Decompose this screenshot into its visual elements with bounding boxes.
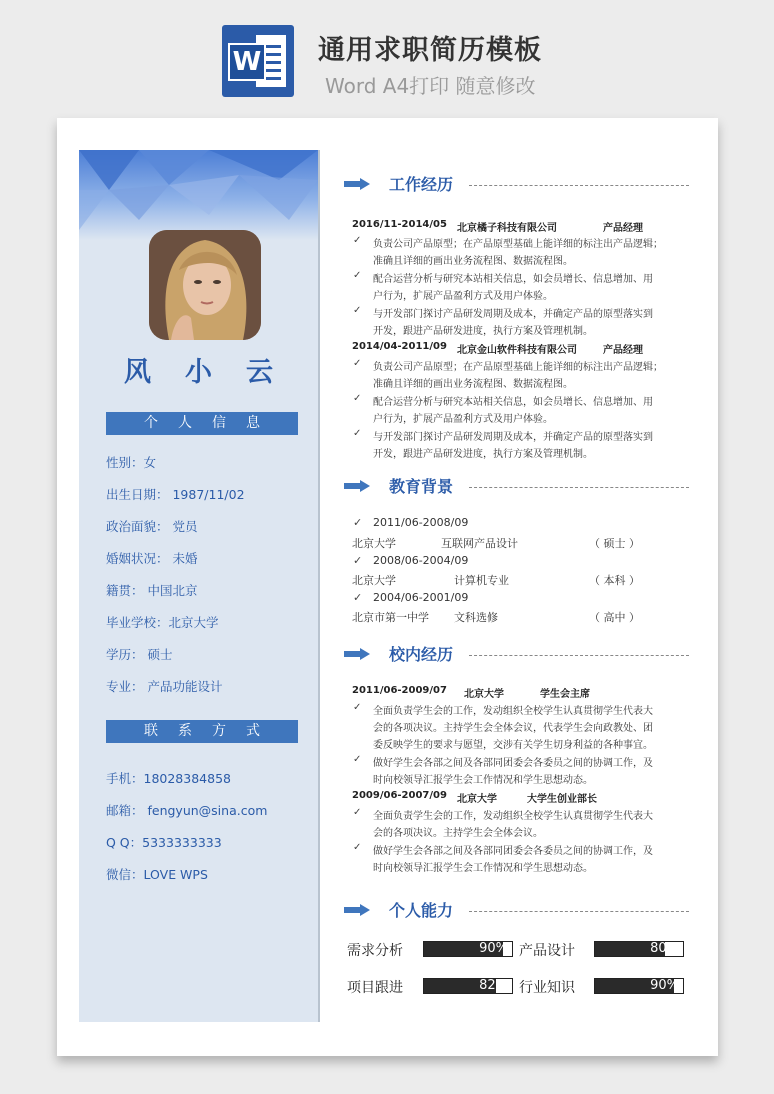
job-role: 产品经理: [603, 345, 643, 356]
skill-bar: [594, 978, 684, 994]
skill-label: 项目跟进: [347, 980, 403, 996]
campus-duty-line: 做好学生会各部之间及各部同团委会各委员之间的协调工作，及: [373, 758, 653, 769]
check-icon: ✓: [353, 516, 363, 529]
edu-period: 2004/06-2001/09: [373, 591, 469, 604]
edu-school: 北京市第一中学: [352, 611, 429, 624]
edu-school: 北京大学: [352, 574, 396, 587]
arrow-right-icon: [344, 178, 370, 190]
info-hometown: 籍贯： 中国北京: [106, 583, 198, 598]
skill-percent: 90%: [650, 978, 679, 993]
skill-bar: [594, 941, 684, 957]
job-duty-line: 与开发部门探讨产品研发周期及成本，并确定产品的原型落实到: [373, 309, 653, 320]
job-duty-line: 准确且详细的画出业务流程图、数据流程图。: [373, 379, 573, 390]
edu-major: 文科选修: [454, 611, 498, 624]
campus-duty-line: 时向校领导汇报学生会工作情况和学生思想动态。: [373, 863, 593, 874]
job-duty-line: 负责公司产品原型；在产品原型基础上能详细的标注出产品逻辑；: [373, 239, 663, 250]
campus-duty-line: 会的各项决议。主持学生会全体会议，代表学生会向政教处、团: [373, 723, 653, 734]
check-icon: ✓: [353, 842, 362, 853]
campus-duty-line: 全面负责学生会的工作，发动组织全校学生认真贯彻学生代表大: [373, 706, 653, 717]
work-section-header: [344, 172, 689, 196]
check-icon: ✓: [353, 270, 362, 281]
job-duty-line: 户行为，扩展产品盈利方式及用户体验。: [373, 414, 553, 425]
info-marital: 婚姻状况： 未婚: [106, 551, 198, 566]
skill-label: 产品设计: [519, 943, 575, 959]
campus-section-header: [344, 642, 689, 666]
education-section-header: [344, 474, 689, 498]
campus-period: 2011/06-2009/07: [352, 685, 447, 696]
edu-degree: （ 硕士 ）: [589, 537, 640, 550]
column-divider: [318, 150, 320, 1022]
banner: [0, 0, 774, 110]
job-duty-line: 开发，跟进产品研发进度，执行方案及管理机制。: [373, 449, 593, 460]
campus-role: 学生会主席: [540, 689, 590, 700]
skill-label: 需求分析: [347, 943, 403, 959]
campus-duty-line: 做好学生会各部之间及各部同团委会各委员之间的协调工作，及: [373, 846, 653, 857]
contact-heading: 联系方式: [106, 720, 298, 743]
edu-school: 北京大学: [352, 537, 396, 550]
edu-major: 互联网产品设计: [441, 537, 518, 550]
info-political: 政治面貌： 党员: [106, 519, 198, 534]
check-icon: ✓: [353, 702, 362, 713]
info-degree: 学历： 硕士: [106, 647, 173, 662]
personal-info-heading: 个人信息: [106, 412, 298, 435]
info-gender: 性别：女: [106, 455, 157, 470]
section-divider: [469, 911, 689, 912]
profile-photo: [149, 230, 261, 340]
info-major: 专业： 产品功能设计: [106, 679, 223, 694]
campus-org: 北京大学: [464, 689, 504, 700]
edu-major: 计算机专业: [454, 574, 509, 587]
section-divider: [469, 655, 689, 656]
job-duty-line: 与开发部门探讨产品研发周期及成本，并确定产品的原型落实到: [373, 432, 653, 443]
job-duty-line: 配合运营分析与研究本站相关信息，如会员增长、信息增加、用: [373, 274, 653, 285]
skill-bar: [423, 978, 513, 994]
job-duty-line: 户行为，扩展产品盈利方式及用户体验。: [373, 291, 553, 302]
sidebar-header-decoration: [79, 150, 318, 240]
job-role: 产品经理: [603, 223, 643, 234]
campus-org: 北京大学: [457, 794, 497, 805]
banner-title: 通用求职简历模板: [318, 35, 542, 66]
job-duty-line: 负责公司产品原型；在产品原型基础上能详细的标注出产品逻辑；: [373, 362, 663, 373]
check-icon: ✓: [353, 754, 362, 765]
contact-wechat: 微信：LOVE WPS: [106, 867, 208, 882]
campus-duty-line: 全面负责学生会的工作，发动组织全校学生认真贯彻学生代表大: [373, 811, 653, 822]
word-logo-icon: W: [222, 25, 294, 97]
contact-qq: Q Q：5333333333: [106, 835, 222, 850]
job-duty-line: 开发，跟进产品研发进度，执行方案及管理机制。: [373, 326, 593, 337]
work-section-title: 工作经历: [389, 175, 454, 194]
check-icon: ✓: [353, 393, 362, 404]
sidebar: [79, 150, 318, 1022]
contact-email: 邮箱： fengyun@sina.com: [106, 803, 268, 818]
campus-period: 2009/06-2007/09: [352, 790, 447, 801]
job-company: 北京金山软件科技有限公司: [457, 345, 577, 356]
section-divider: [469, 185, 689, 186]
skills-section-title: 个人能力: [389, 901, 454, 920]
job-period: 2016/11-2014/05: [352, 219, 447, 230]
resume-page: [57, 118, 718, 1056]
check-icon: ✓: [353, 554, 363, 567]
job-duty-line: 配合运营分析与研究本站相关信息，如会员增长、信息增加、用: [373, 397, 653, 408]
check-icon: ✓: [353, 591, 363, 604]
edu-degree: （ 高中 ）: [589, 611, 640, 624]
info-birthdate: 出生日期： 1987/11/02: [106, 487, 245, 502]
skills-section-header: [344, 898, 689, 922]
check-icon: ✓: [353, 305, 362, 316]
arrow-right-icon: [344, 480, 370, 492]
job-company: 北京橘子科技有限公司: [457, 223, 557, 234]
contact-phone: 手机：18028384858: [106, 771, 231, 786]
candidate-name: 风小云: [124, 357, 307, 388]
section-divider: [469, 487, 689, 488]
skill-percent: 80%: [650, 941, 679, 956]
campus-duty-line: 会的各项决议。主持学生会全体会议。: [373, 828, 543, 839]
info-school: 毕业学校：北京大学: [106, 615, 219, 630]
edu-period: 2008/06-2004/09: [373, 554, 469, 567]
skill-label: 行业知识: [519, 980, 575, 996]
check-icon: ✓: [353, 235, 362, 246]
check-icon: ✓: [353, 807, 362, 818]
campus-section-title: 校内经历: [389, 645, 454, 664]
campus-duty-line: 时向校领导汇报学生会工作情况和学生思想动态。: [373, 775, 593, 786]
skill-percent: 82%: [479, 978, 508, 993]
arrow-right-icon: [344, 904, 370, 916]
check-icon: ✓: [353, 428, 362, 439]
edu-period: 2011/06-2008/09: [373, 516, 469, 529]
job-duty-line: 准确且详细的画出业务流程图、数据流程图。: [373, 256, 573, 267]
check-icon: ✓: [353, 358, 362, 369]
job-period: 2014/04-2011/09: [352, 341, 447, 352]
education-section-title: 教育背景: [389, 477, 454, 496]
campus-duty-line: 委反映学生的要求与愿望，交涉有关学生切身利益的各种事宜。: [373, 740, 653, 751]
edu-degree: （ 本科 ）: [589, 574, 640, 587]
banner-subtitle: Word A4打印 随意修改: [325, 74, 536, 98]
arrow-right-icon: [344, 648, 370, 660]
skill-percent: 90%: [479, 941, 508, 956]
campus-role: 大学生创业部长: [527, 794, 597, 805]
skill-bar: [423, 941, 513, 957]
